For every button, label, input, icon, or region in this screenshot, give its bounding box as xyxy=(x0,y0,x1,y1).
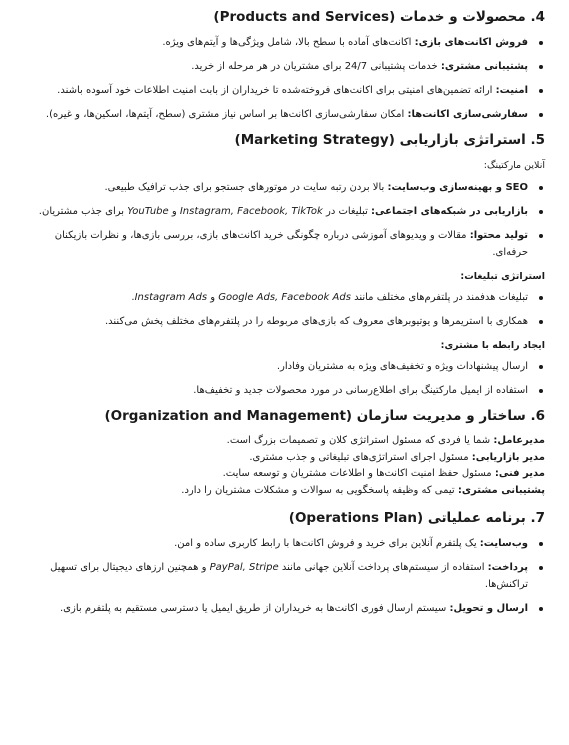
online-marketing-heading: آنلاین مارکتینگ: xyxy=(483,160,545,171)
list-item xyxy=(22,58,545,75)
bullet-icon xyxy=(539,607,543,611)
ads-strategy-list xyxy=(22,289,545,330)
section-7-heading: 7. برنامه عملیاتی (Operations Plan) xyxy=(288,510,545,526)
item-text: امکان سفارشی‌سازی اکانت‌ها بر اساس نیاز مشتری (سطح، آیتم‌ها، اسکین‌ها، و غیره). xyxy=(45,109,408,120)
item-text: تبلیغات هدفمند در پلتفرم‌های مختلف مانند xyxy=(350,292,528,303)
item-text: استفاده از ایمیل مارکتینگ برای اطلاع‌رسانی در مورد محصولات جدید و تخفیف‌ها. xyxy=(193,385,528,396)
role-line xyxy=(22,450,545,467)
platform-name: Instagram Ads xyxy=(134,292,208,303)
role-line xyxy=(22,483,545,500)
list-item xyxy=(22,382,545,399)
item-label: سفارشی‌سازی اکانت‌ها: xyxy=(407,109,528,120)
bullet-icon xyxy=(539,41,543,45)
list-item xyxy=(22,179,545,196)
bullet-icon xyxy=(539,186,543,190)
item-text: تبلیغات در xyxy=(322,206,372,217)
role-label: مدیر فنی: xyxy=(494,468,545,479)
list-item xyxy=(22,358,545,375)
item-text: برای جذب مشتریان. xyxy=(38,206,128,217)
list-item xyxy=(22,313,545,330)
item-text: و xyxy=(168,206,180,217)
role-label: مدیر بازاریابی: xyxy=(471,451,545,463)
platform-names: Google Ads, Facebook Ads xyxy=(218,292,351,303)
bullet-icon xyxy=(539,365,543,369)
list-item xyxy=(22,106,545,123)
role-text: تیمی که وظیفه پاسخگویی به سوالات و مشکلات مشتریان را دارد. xyxy=(181,484,458,496)
bullet-icon xyxy=(539,320,543,324)
operations-list xyxy=(22,535,545,617)
role-label: پشتیبانی مشتری: xyxy=(457,484,545,496)
list-item xyxy=(22,82,545,99)
item-label: بازاریابی در شبکه‌های اجتماعی: xyxy=(371,206,528,217)
item-text: . xyxy=(131,292,135,303)
organization-roles xyxy=(22,433,545,499)
list-item xyxy=(22,559,545,593)
list-item xyxy=(22,535,545,552)
role-label: مدیرعامل: xyxy=(493,435,545,446)
item-label: تولید محتوا: xyxy=(469,230,528,241)
ads-strategy-heading: استراتژی تبلیغات: xyxy=(460,271,545,282)
item-text: خدمات پشتیبانی 24/7 برای مشتریان در هر مرحله از خرید. xyxy=(191,61,441,72)
item-text: ارسال پیشنهادات ویژه و تخفیف‌های ویژه به مشتریان وفادار. xyxy=(276,361,528,372)
section-4-heading: 4. محصولات و خدمات (Products and Services) xyxy=(213,9,545,25)
list-item xyxy=(22,34,545,51)
customer-relation-heading: ایجاد رابطه با مشتری: xyxy=(440,340,545,351)
section-4-list xyxy=(22,34,545,123)
item-text: یک پلتفرم آنلاین برای خرید و فروش اکانت‌ها با رابط کاربری ساده و امن. xyxy=(174,538,480,549)
role-text: مسئول اجرای استراتژی‌های تبلیغاتی و جذب مشتری. xyxy=(249,451,472,463)
platform-names: Instagram, Facebook, TikTok xyxy=(179,206,323,217)
bullet-icon xyxy=(539,389,543,393)
item-label: SEO و بهینه‌سازی وب‌سایت: xyxy=(387,182,528,193)
item-text: ارائه تضمین‌های امنیتی برای اکانت‌های فروخته‌شده تا خریداران از بابت امنیت اطلاعات خود آسوده باشند. xyxy=(57,85,496,96)
bullet-icon xyxy=(539,296,543,300)
list-item xyxy=(22,289,545,306)
role-line xyxy=(22,433,545,450)
list-item xyxy=(22,203,545,220)
item-label: ارسال و تحویل: xyxy=(449,603,528,614)
item-text: و xyxy=(207,292,219,303)
bullet-icon xyxy=(539,89,543,93)
section-5-heading: 5. استراتژی بازاریابی (Marketing Strategy) xyxy=(234,132,545,148)
list-item xyxy=(22,227,545,261)
item-label: پشتیبانی مشتری: xyxy=(440,61,528,72)
bullet-icon xyxy=(539,542,543,546)
platform-names: PayPal, Stripe xyxy=(209,562,279,573)
item-text: بالا بردن رتبه سایت در موتورهای جستجو برای جذب ترافیک طبیعی. xyxy=(104,182,388,193)
bullet-icon xyxy=(539,210,543,214)
bullet-icon xyxy=(539,65,543,69)
online-marketing-list xyxy=(22,179,545,261)
platform-name: YouTube xyxy=(127,206,169,217)
item-text: سیستم ارسال فوری اکانت‌ها به خریداران از طریق ایمیل یا دسترسی مستقیم به پلتفرم بازی. xyxy=(60,603,450,614)
item-label: وب‌سایت: xyxy=(479,538,528,549)
item-label: فروش اکانت‌های بازی: xyxy=(414,37,528,48)
item-text: همکاری با استریمرها و یوتیوبرهای معروف که بازی‌های مربوطه را در پلتفرم‌های مختلف پخش می‌کنند. xyxy=(104,316,528,327)
list-item xyxy=(22,600,545,617)
section-6-heading: 6. ساختار و مدیریت سازمان (Organization and Management) xyxy=(104,408,545,424)
bullet-icon xyxy=(539,566,543,570)
role-text: شما یا فردی که مسئول استراتژی کلان و تصمیمات بزرگ است. xyxy=(226,435,494,446)
item-text: استفاده از سیستم‌های پرداخت آنلاین جهانی مانند xyxy=(278,562,488,573)
item-text: و همچنین ارزهای دیجیتال برای تسهیل تراکنش‌ها. xyxy=(50,562,528,590)
role-text: مسئول حفظ امنیت اکانت‌ها و اطلاعات مشتریان و توسعه سایت. xyxy=(222,468,495,479)
item-label: پرداخت: xyxy=(487,562,528,573)
item-text: مقالات و ویدیوهای آموزشی درباره چگونگی خرید اکانت‌های بازی، بررسی بازی‌ها، و نظرات بازیکنان حرفه‌ای. xyxy=(54,230,528,258)
bullet-icon xyxy=(539,234,543,238)
role-line xyxy=(22,466,545,483)
item-text: اکانت‌های آماده با سطح بالا، شامل ویژگی‌ها و آیتم‌های ویژه. xyxy=(162,37,415,48)
bullet-icon xyxy=(539,113,543,117)
customer-relation-list xyxy=(22,358,545,399)
item-label: امنیت: xyxy=(495,85,528,96)
